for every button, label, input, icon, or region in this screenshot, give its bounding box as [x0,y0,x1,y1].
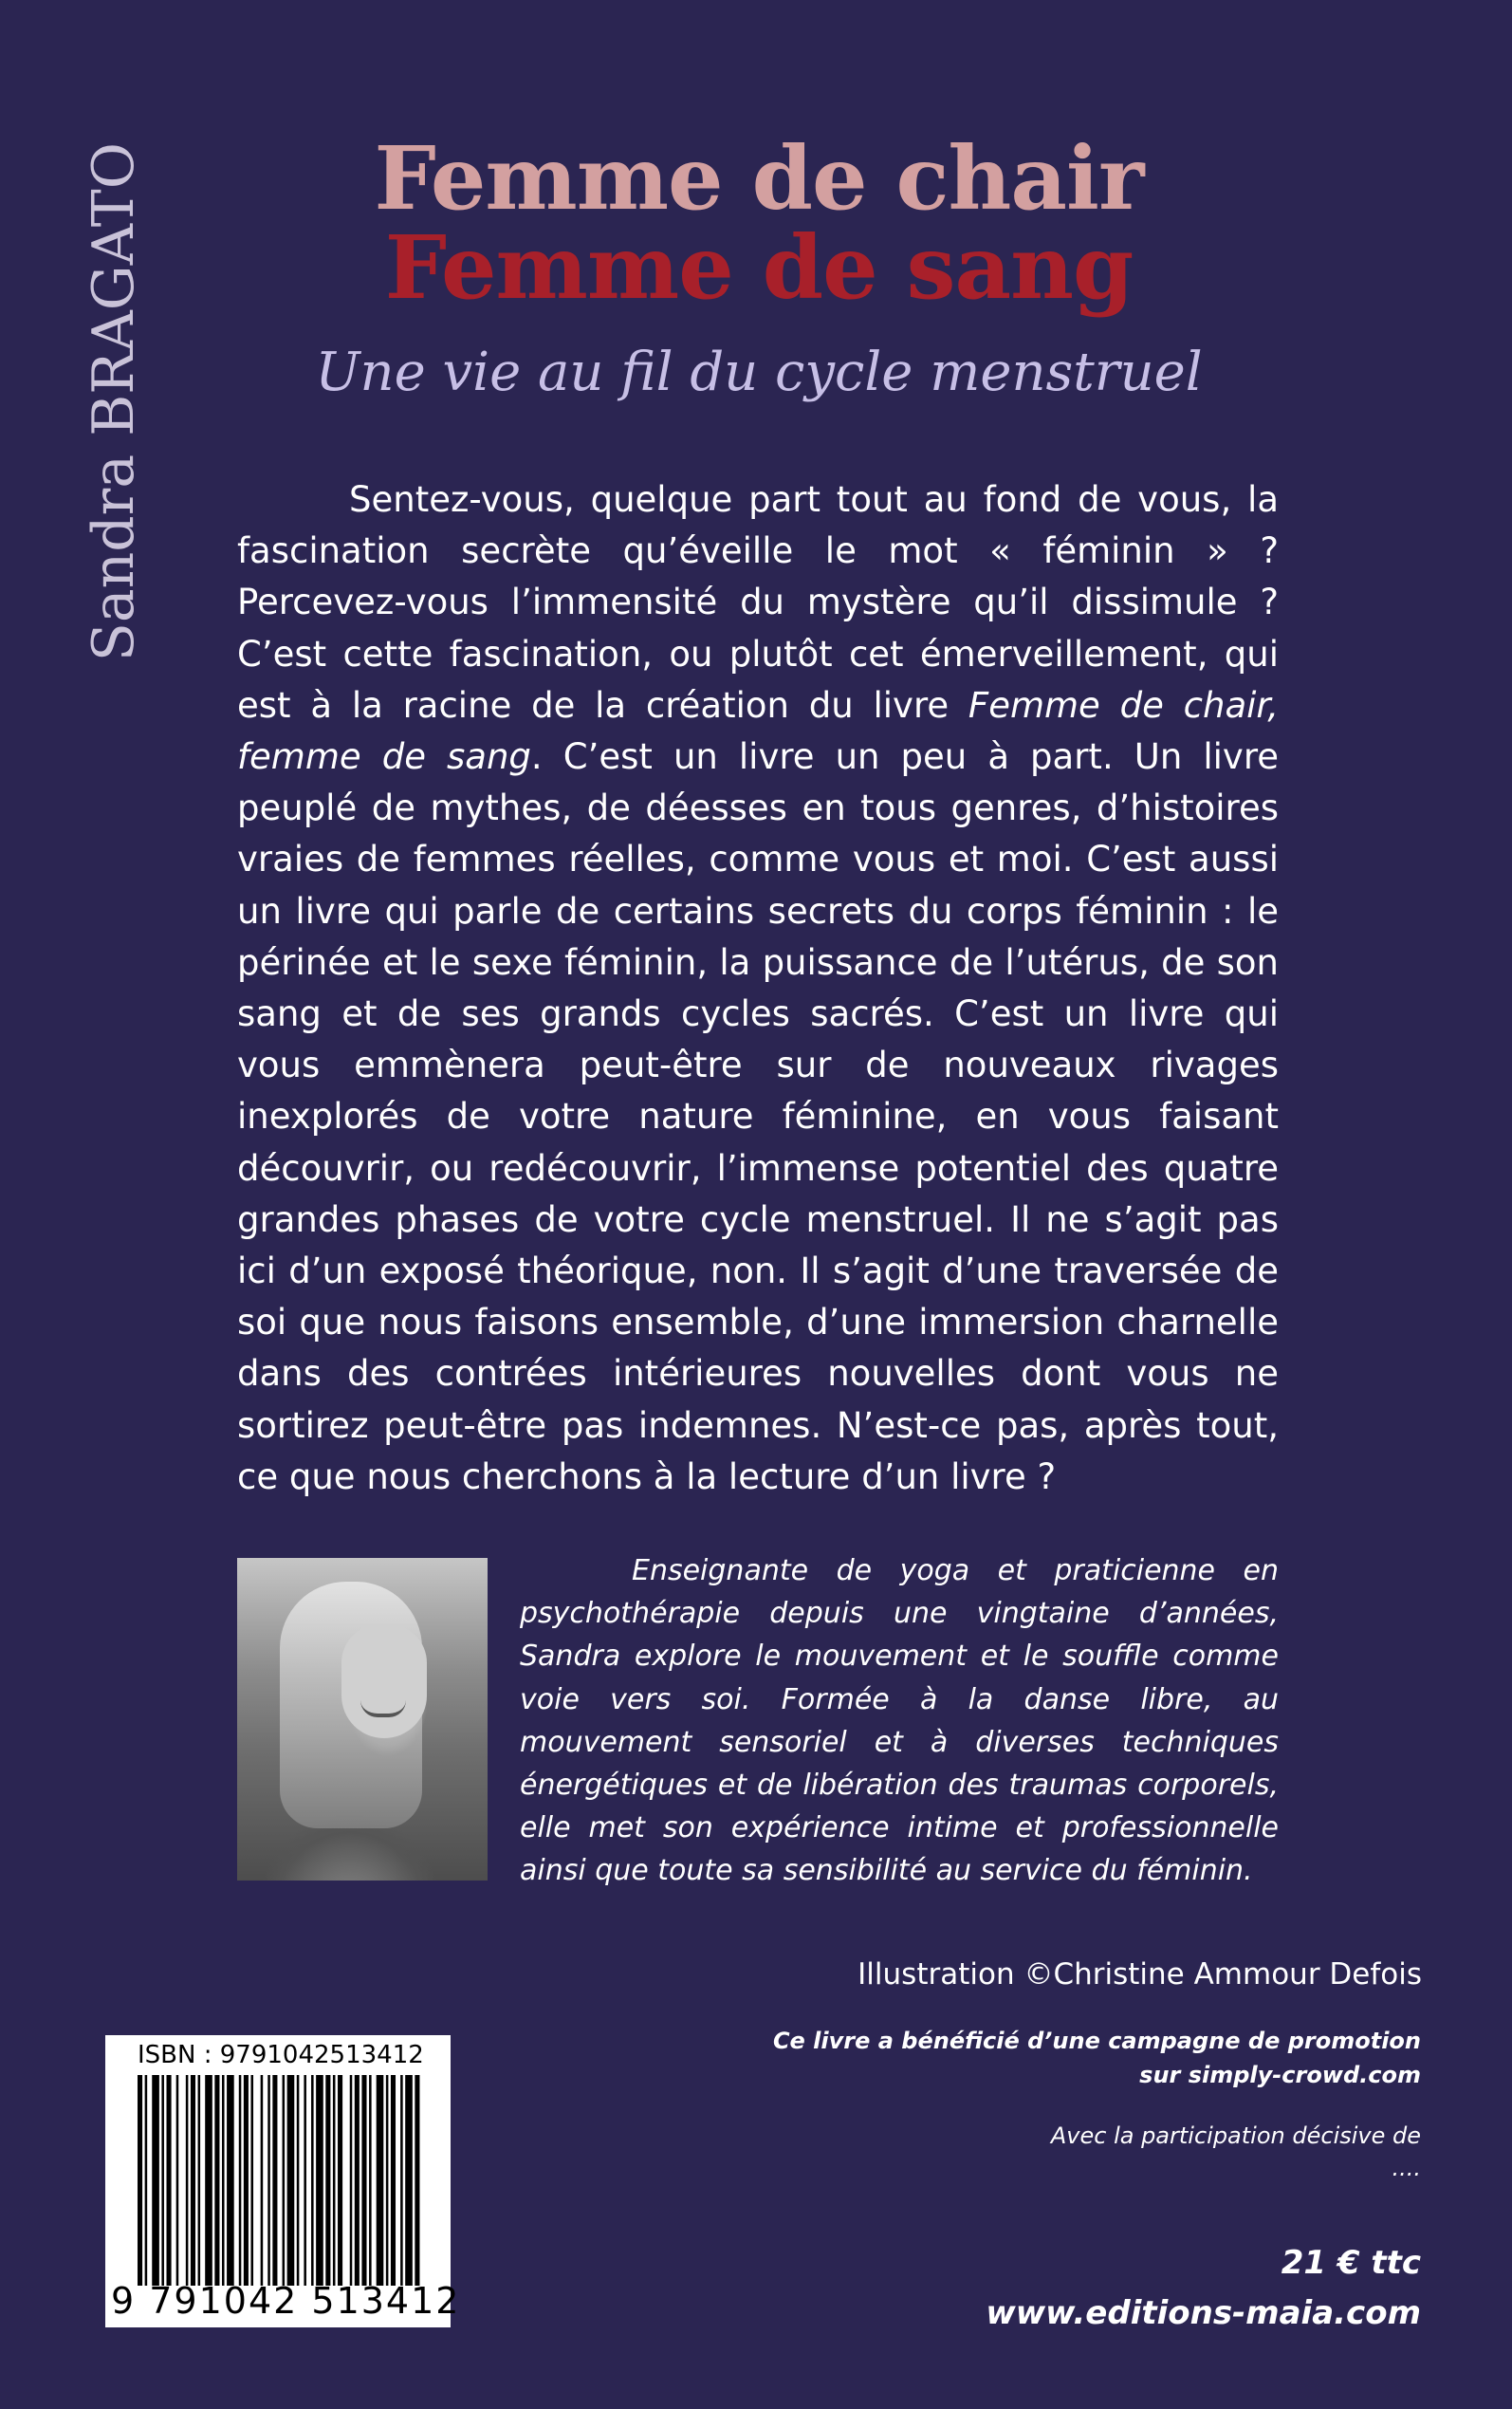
isbn-label: ISBN : 9791042513412 [138,2041,424,2069]
spine-author-name: Sandra BRAGATO [81,142,147,662]
barcode-bar-7 [191,2075,195,2286]
promo-line-2: sur simply-crowd.com [1139,2062,1421,2088]
barcode-bar-6 [186,2075,189,2286]
title-line-1: Femme de chair [374,127,1144,230]
barcode-bar-33 [386,2075,389,2286]
barcode-bar-25 [325,2075,330,2286]
barcode-bar-12 [227,2075,234,2286]
barcode-bar-21 [297,2075,300,2286]
barcode-bar-1 [145,2075,148,2286]
barcode-bar-15 [250,2075,253,2286]
barcode-bar-16 [261,2075,264,2286]
barcode-bar-2 [152,2075,159,2286]
price: 21 € ttc [1281,2244,1421,2282]
barcode-bar-5 [176,2075,179,2286]
barcode-bar-14 [244,2075,249,2286]
barcode-bar-23 [311,2075,314,2286]
barcode-bar-28 [350,2075,353,2286]
barcode-bar-8 [198,2075,201,2286]
title-line-2: Femme de sang [384,216,1134,319]
barcode-bar-10 [214,2075,219,2286]
barcode-bar-27 [338,2075,342,2286]
synopsis-part-1: Sentez-vous, quelque part tout au fond de vous, la fascination secrète qu’éveille le mot « féminin » ? Percevez-vous l’immensité du mystère qu’il dissimule ? C’est cette fascination, ou plutôt cet émerveillement, qui est à la racine de la création du livre [237,479,1279,726]
barcode-bar-32 [377,2075,384,2286]
barcode-bar-17 [267,2075,270,2286]
barcode-area [105,2035,461,2327]
barcode-bar-20 [287,2075,295,2286]
promo-line-1: Ce livre a bénéficié d’une campagne de promotion [772,2028,1421,2054]
barcode-bar-34 [391,2075,396,2286]
barcode-bar-18 [272,2075,277,2286]
barcode-bar-4 [167,2075,172,2286]
barcode-bar-35 [400,2075,403,2286]
synopsis-book-title: Femme de chair, femme de sang [237,684,1279,778]
barcode-bar-0 [138,2075,142,2286]
author-photo [237,1558,488,1881]
illustration-credit: Illustration ©Christine Ammour Defois [857,1957,1422,1992]
barcode-bar-9 [205,2075,212,2286]
synopsis-part-2: . C’est un livre un peu à part. Un livre peuplé de mythes, de déesses en tous genres, d’histoires vraies de femmes réelles, comme vous et moi. C’est aussi un livre qui parle de certains secrets du corps féminin : le périnée et le sexe féminin, la puissance de l’utérus, de son sang et de ses grands cycles sacrés. C’est un livre qui vous emmènera peut-être sur de nouveaux rivages inexplorés de votre nature féminine, en vous faisant découvrir, ou redécouvrir, l’immense potentiel des quatre grandes phases de votre cycle menstruel. Il ne s’agit pas ici d’un exposé théorique, non. Il s’agit d’une traversée de soi que nous faisons ensemble, d’une immersion charnelle dans des contrées intérieures nouvelles dont vous ne sortirez peut-être pas indemnes. N’est-ce pas, après tout, ce que nous cherchons à la lecture d’un livre ? [237,736,1279,1497]
barcode-bar-22 [304,2075,306,2286]
participation-note [757,2120,1421,2184]
barcode-bar-13 [239,2075,242,2286]
barcode-bar-30 [361,2075,366,2286]
publisher-website: www.editions-maia.com [986,2294,1421,2332]
participation-line-1: Avec la participation décisive de [1050,2122,1421,2149]
barcode-bar-29 [355,2075,360,2286]
synopsis-paragraph [237,474,1279,1503]
participation-line-2: .... [1392,2155,1421,2181]
barcode-bar-11 [222,2075,225,2286]
barcode-bar-36 [405,2075,413,2286]
subtitle: Une vie au fil du cycle menstruel [315,342,1203,403]
photo-face-shape [341,1624,427,1738]
barcode-bar-26 [333,2075,336,2286]
barcode-bar-31 [369,2075,372,2286]
barcode-bar-37 [415,2075,419,2286]
promo-note [757,2024,1421,2092]
barcode-bar-19 [283,2075,286,2286]
barcode-bar-24 [316,2075,323,2286]
barcode-bars [138,2075,422,2286]
barcode-bar-3 [161,2075,164,2286]
barcode-digits: 9 791042 513412 [111,2280,461,2322]
author-bio: Enseignante de yoga et praticienne en psychothérapie depuis une vingtaine d’années, Sandra explore le mouvement et le souffle comme voie vers soi. Formée à la danse libre, au mouvement sensoriel et à diverses techniques énergétiques et de libération des traumas corporels, elle met son expérience intime et professionnelle ainsi que toute sa sensibilité au service du féminin. [520,1554,1279,1888]
